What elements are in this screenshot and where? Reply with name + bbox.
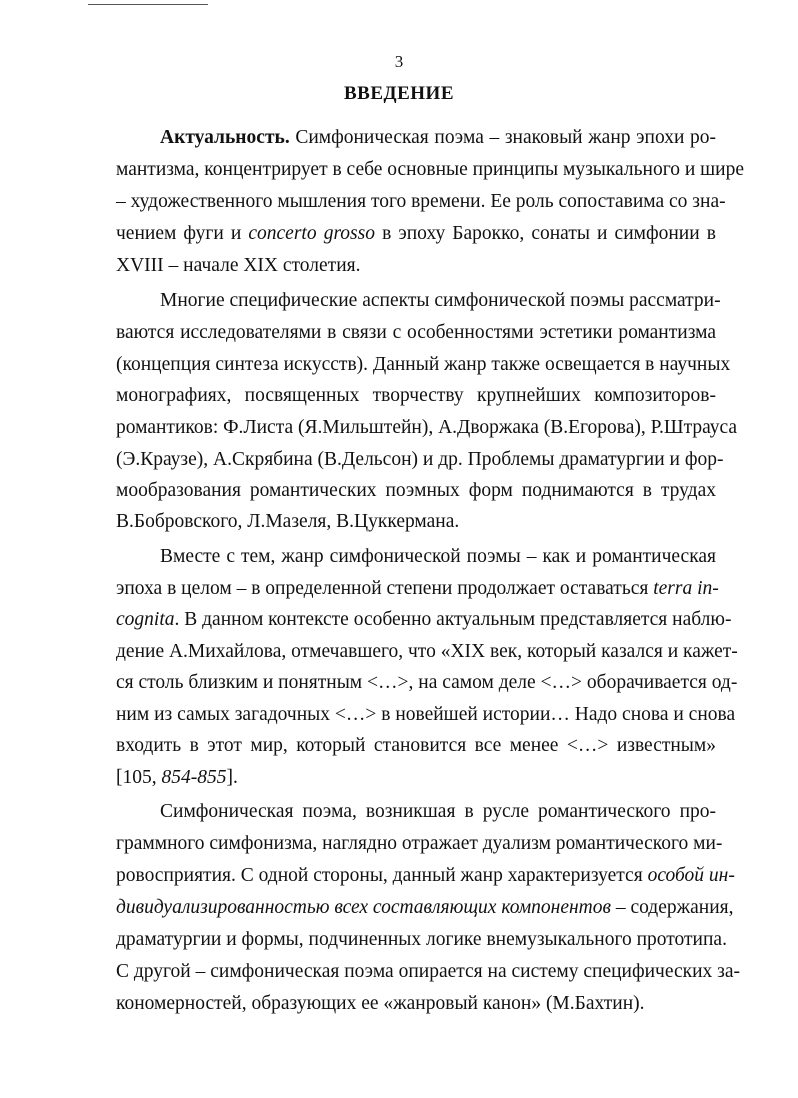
section-label-relevance: Актуальность. bbox=[160, 127, 290, 148]
paragraph-3-line-4: дение А.Михайлова, отмечавшего, что «XIX век, который казался и кажет- bbox=[116, 641, 738, 662]
page-title: ВВЕДЕНИЕ bbox=[344, 83, 454, 104]
paragraph-2-line-2: ваются исследователями в связи с особенностями эстетики романтизма bbox=[116, 322, 716, 343]
paragraph-2-line-6: (Э.Краузе), А.Скрябина (В.Дельсон) и др. Проблемы драматургии и фор- bbox=[116, 449, 724, 470]
paragraph-2-line-8: В.Бобровского, Л.Мазеля, В.Цуккермана. bbox=[116, 511, 460, 532]
paragraph-1-line-3: – художественного мышления того времени. Ее роль сопоставима со зна- bbox=[116, 191, 726, 212]
paragraph-4-line-1: Симфоническая поэма, возникшая в русле романтического про- bbox=[160, 801, 716, 822]
paragraph-1-line-5: XVIII – начале XIX столетия. bbox=[116, 255, 361, 276]
paragraph-3-line-6: ним из самых загадочных <…> в новейшей истории… Надо снова и снова bbox=[116, 704, 736, 725]
paragraph-1-line-2: мантизма, концентрирует в себе основные принципы музыкального и шире bbox=[116, 159, 744, 180]
paragraph-3-line-8: [105, 854-855]. bbox=[116, 767, 238, 788]
paragraph-2-line-7: мообразования романтических поэмных форм поднимаются в трудах bbox=[116, 480, 716, 501]
paragraph-2-line-5: романтиков: Ф.Листа (Я.Мильштейн), А.Дворжака (В.Егорова), Р.Штрауса bbox=[116, 417, 738, 438]
paragraph-4-line-2: граммного симфонизма, наглядно отражает дуализм романтического ми- bbox=[116, 833, 723, 854]
paragraph-4-line-4: дивидуализированностью всех составляющих компонентов – содержания, bbox=[116, 897, 734, 918]
citation-pages: 854-855 bbox=[161, 767, 227, 788]
paragraph-4-line-6: С другой – симфоническая поэма опирается на систему специфических за- bbox=[116, 961, 741, 982]
paragraph-3-line-7: входить в этот мир, который становится все менее <…> известным» bbox=[116, 735, 716, 756]
paragraph-4-line-3: ровосприятия. С одной стороны, данный жанр характеризуется особой ин- bbox=[116, 865, 735, 886]
paragraph-3-line-3: cognita. В данном контексте особенно актуальным представляется наблю- bbox=[116, 609, 732, 630]
paragraph-1-line-4: чением фуги и concerto grosso в эпоху Барокко, сонаты и симфонии в bbox=[116, 223, 716, 244]
italic-phrase: дивидуализированностью всех составляющих компонентов bbox=[116, 897, 611, 918]
paragraph-3-line-5: ся столь близким и понятным <…>, на самом деле <…> оборачивается од- bbox=[116, 672, 738, 693]
page-number: 3 bbox=[394, 52, 404, 71]
italic-term: cognita bbox=[116, 609, 175, 630]
paragraph-4-line-7: кономерностей, образующих ее «жанровый канон» (М.Бахтин). bbox=[116, 993, 645, 1014]
paragraph-2-line-4: монографиях, посвященных творчеству крупнейших композиторов- bbox=[116, 385, 716, 406]
paragraph-1-line-1: Актуальность. Симфоническая поэма – знаковый жанр эпохи ро- bbox=[160, 127, 716, 148]
paragraph-2-line-3: (концепция синтеза искусств). Данный жанр также освещается в научных bbox=[116, 354, 731, 375]
paragraph-3-line-1: Вместе с тем, жанр симфонической поэмы – как и романтическая bbox=[160, 546, 716, 567]
top-rule bbox=[88, 4, 208, 5]
paragraph-4-line-5: драматургии и формы, подчиненных логике внемузыкального прототипа. bbox=[116, 929, 727, 950]
italic-term: terra in- bbox=[653, 578, 719, 599]
italic-phrase: особой ин- bbox=[647, 865, 735, 886]
italic-term: concerto grosso bbox=[248, 223, 375, 244]
paragraph-3-line-2: эпоха в целом – в определенной степени продолжает оставаться terra in- bbox=[116, 578, 719, 599]
paragraph-2-line-1: Многие специфические аспекты симфонической поэмы рассматри- bbox=[160, 290, 721, 311]
